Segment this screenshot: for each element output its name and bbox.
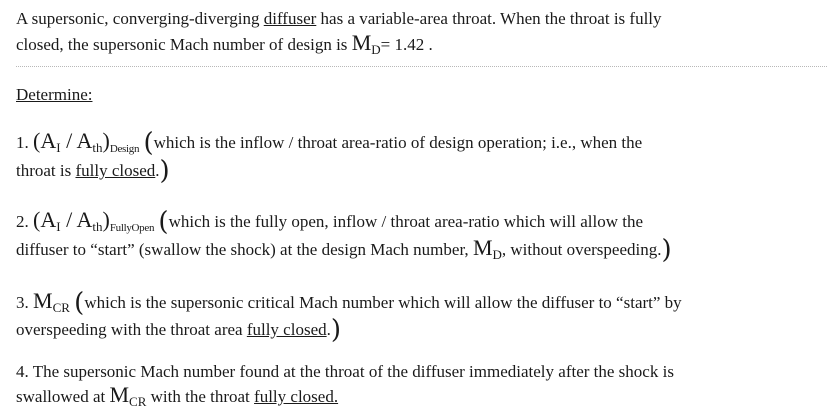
inflow-subscript: I [56, 140, 61, 155]
intro-text: A supersonic, converging-diverging [16, 9, 264, 28]
determine-label: Determine: [16, 85, 93, 104]
mach-symbol: M [351, 30, 372, 55]
mach-symbol: M [33, 288, 53, 313]
item-3-text: which is the supersonic critical Mach number which will allow the diffuser to “start” by [84, 293, 682, 312]
item-2-number: 2. [16, 212, 33, 231]
intro-line-1 [16, 8, 827, 30]
throat-area-symbol: A [76, 128, 93, 153]
intro-line-2 [16, 32, 827, 61]
item-4-line-1 [16, 361, 827, 383]
ratio-slash: / [60, 128, 77, 153]
throat-area-symbol: A [76, 207, 93, 232]
mach-symbol: M [472, 235, 493, 260]
intro-text-end: has a variable-area throat. When the throat is fully [316, 9, 662, 28]
handwritten-open-paren: ( [74, 288, 85, 318]
handwritten-close-paren: ) [159, 156, 170, 186]
item-3-period: . [326, 320, 331, 339]
open-paren: ( [33, 207, 41, 232]
item-1-text: which is the inflow / throat area-ratio of design operation; i.e., when the [153, 133, 643, 152]
item-3-text-2: overspeeding with the throat area [16, 320, 247, 339]
item-3-line-2 [16, 315, 827, 345]
handwritten-close-paren: ) [661, 235, 672, 265]
fully-open-subscript: FullyOpen [109, 222, 155, 234]
fully-closed-term: fully closed [75, 161, 156, 180]
separator [16, 66, 827, 67]
area-symbol: A [40, 128, 57, 153]
item-4-text: 4. The supersonic Mach number found at the throat of the diffuser immediately after the shock is [16, 362, 674, 381]
design-subscript: D [371, 42, 381, 57]
intro-text-2: closed, the supersonic Mach number of design is [16, 35, 352, 54]
fully-closed-term: fully closed. [254, 387, 339, 406]
item-3-number: 3. [16, 293, 33, 312]
item-1-line-1 [16, 129, 827, 160]
close-paren: ) [102, 128, 110, 153]
mach-symbol: M [109, 382, 130, 407]
item-1-text-2: throat is [16, 161, 76, 180]
design-label-subscript: Design [109, 143, 140, 155]
fully-closed-term: fully closed [246, 320, 327, 339]
item-4-text-3: with the throat [146, 387, 255, 406]
handwritten-open-paren: ( [143, 128, 154, 158]
inflow-subscript: I [56, 219, 61, 234]
item-1-line-2 [16, 156, 827, 186]
item-1-number: 1. [16, 133, 33, 152]
critical-subscript: CR [52, 300, 70, 315]
item-4-line-2 [16, 384, 827, 413]
item-1-period: . [155, 161, 160, 180]
item-2-line-2 [16, 236, 827, 266]
item-2-text-3: , without overspeeding. [501, 240, 662, 259]
determine-heading [16, 84, 827, 106]
design-subscript: D [492, 247, 502, 262]
item-2-line-1 [16, 208, 827, 239]
area-symbol: A [40, 207, 57, 232]
ratio-slash: / [60, 207, 77, 232]
item-2-text: which is the fully open, inflow / throat area-ratio which will allow the [168, 212, 644, 231]
throat-subscript: th [92, 140, 103, 155]
close-paren: ) [102, 207, 110, 232]
item-2-text-2: diffuser to “start” (swallow the shock) at the design Mach number, [16, 240, 473, 259]
diffuser-term: diffuser [263, 9, 317, 28]
design-mach-value: = 1.42 . [380, 35, 433, 54]
handwritten-open-paren: ( [158, 207, 169, 237]
throat-subscript: th [92, 219, 103, 234]
handwritten-close-paren: ) [330, 315, 342, 345]
open-paren: ( [33, 128, 41, 153]
item-3-line-1 [16, 289, 827, 319]
item-4-text-2: swallowed at [16, 387, 110, 406]
critical-subscript: CR [129, 394, 147, 409]
